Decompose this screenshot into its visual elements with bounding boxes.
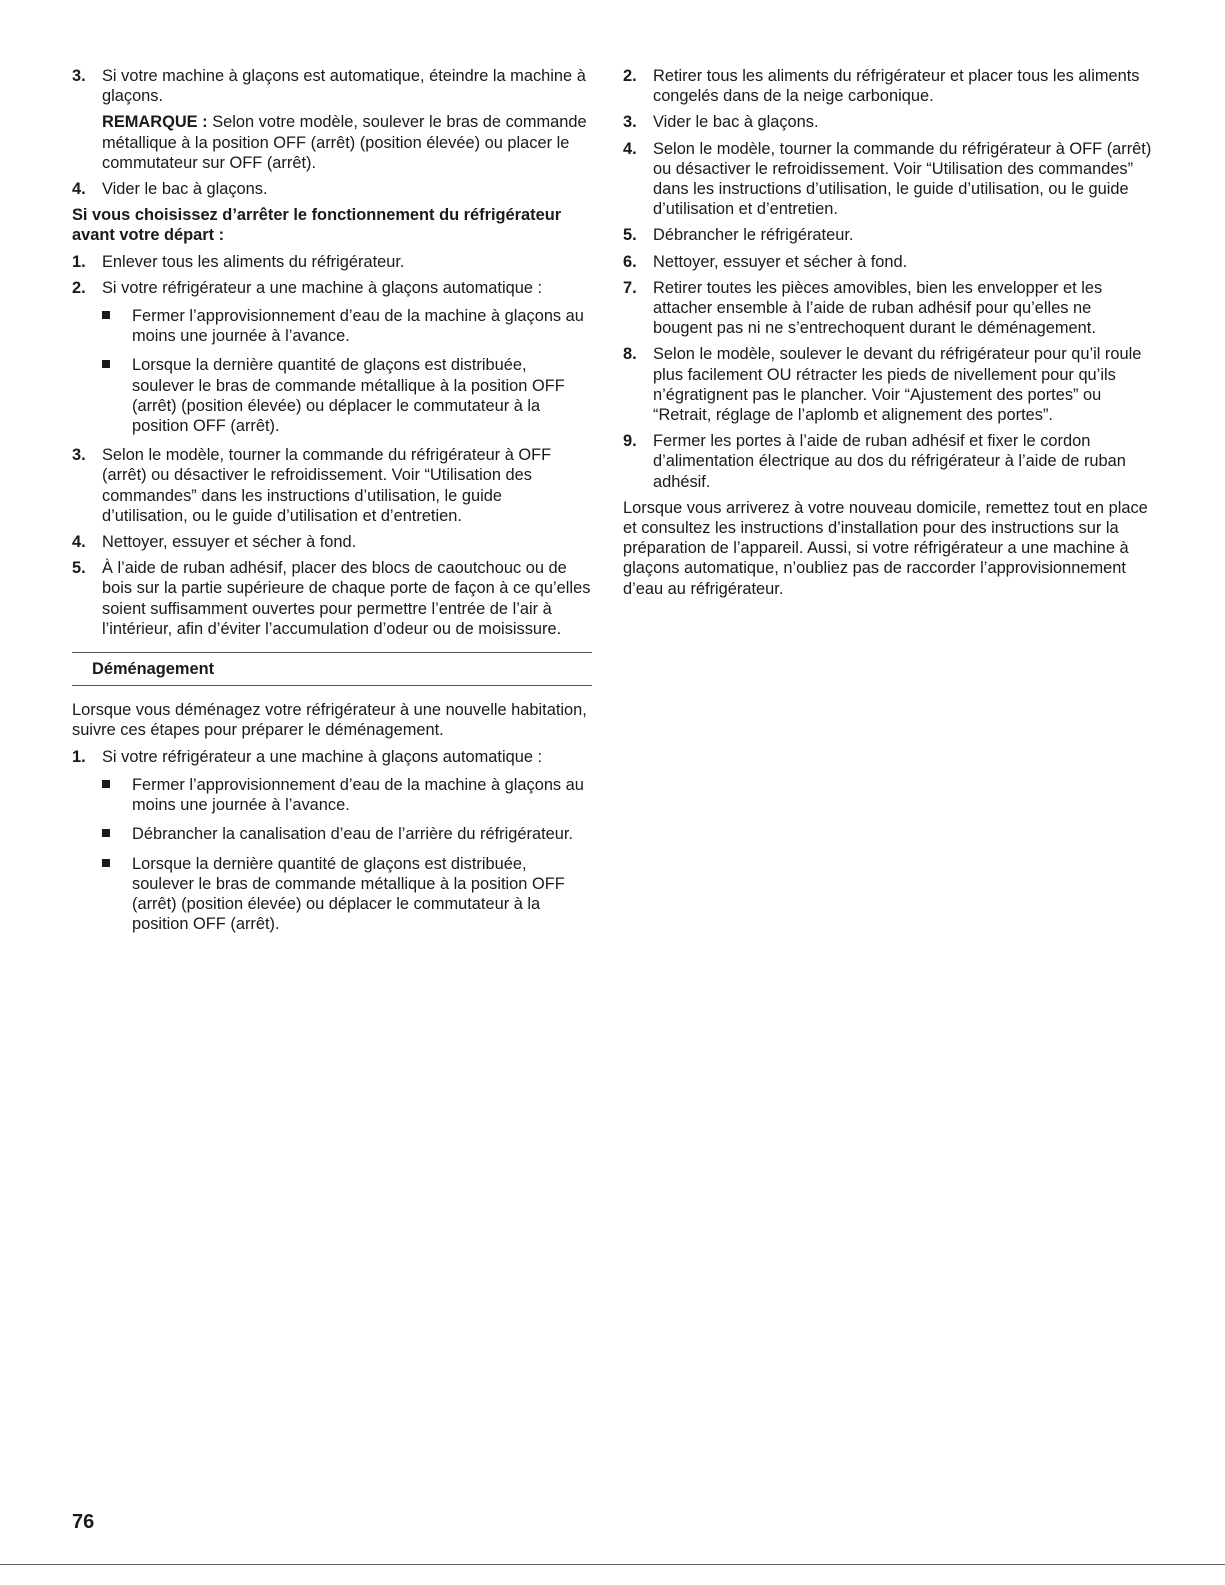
step-text: Nettoyer, essuyer et sécher à fond. — [102, 533, 357, 552]
list-item — [72, 532, 592, 552]
right-column — [623, 66, 1153, 605]
steps-moving-list — [72, 747, 592, 935]
list-item — [623, 225, 1153, 245]
step-text: Si votre réfrigérateur a une machine à glaçons automatique : — [102, 278, 543, 297]
bullet-item — [102, 854, 592, 935]
step-number: 3. — [72, 67, 86, 85]
step-text: Selon le modèle, tourner la commande du réfrigérateur à OFF (arrêt) ou désactiver le refroidissement. Voir “Utilisation des commandes” dans les instructions d’utilisation, le guide d’utilisation, ou le guide d’utilisation et d’entretien. — [102, 446, 552, 525]
list-item — [72, 278, 592, 436]
steps-shutdown-list — [72, 66, 592, 199]
square-bullet-icon — [102, 859, 110, 867]
section-title-moving: Déménagement — [72, 652, 592, 686]
list-item — [623, 252, 1153, 272]
bullet-item — [102, 824, 592, 844]
step-number: 8. — [623, 345, 637, 364]
bullet-text: Débrancher la canalisation d’eau de l’arrière du réfrigérateur. — [132, 825, 573, 844]
bullet-item — [102, 306, 592, 346]
step-text: À l’aide de ruban adhésif, placer des blocs de caoutchouc ou de bois sur la partie supérieure de chaque porte de façon à ce qu’elles soient suffisamment ouvertes pour permettre l’entrée de l’air à l’intérieur, afin d’éviter l’accumulation d’odeur ou de moisissure. — [102, 559, 591, 638]
step-number: 6. — [623, 252, 637, 271]
bullet-text: Fermer l’approvisionnement d’eau de la machine à glaçons au moins une journée à l’avance. — [132, 307, 584, 346]
step-text: Si votre réfrigérateur a une machine à glaçons automatique : — [102, 747, 543, 766]
list-item — [72, 252, 592, 272]
bullet-text: Lorsque la dernière quantité de glaçons est distribuée, soulever le bras de commande métallique à la position OFF (arrêt) (position élevée) ou déplacer le commutateur à la position OFF (arrêt). — [132, 854, 565, 934]
moving-intro: Lorsque vous déménagez votre réfrigérateur à une nouvelle habitation, suivre ces étapes pour préparer le déménagement. — [72, 701, 587, 740]
square-bullet-icon — [102, 780, 110, 788]
list-item — [72, 445, 592, 526]
list-item — [623, 112, 1153, 132]
bullet-list — [102, 306, 592, 436]
step-text: Débrancher le réfrigérateur. — [653, 226, 854, 245]
list-item — [623, 278, 1153, 339]
step-number: 7. — [623, 278, 637, 297]
list-item — [72, 66, 592, 173]
bullet-item — [102, 355, 592, 436]
step-number: 4. — [72, 533, 86, 552]
step-number: 3. — [72, 446, 86, 465]
list-item — [623, 139, 1153, 220]
list-item — [623, 66, 1153, 106]
step-number: 3. — [623, 113, 637, 132]
square-bullet-icon — [102, 311, 110, 319]
step-text: Vider le bac à glaçons. — [653, 113, 819, 132]
step-number: 4. — [623, 139, 637, 158]
list-item — [623, 344, 1153, 425]
list-item — [72, 558, 592, 639]
square-bullet-icon — [102, 360, 110, 368]
step-text: Fermer les portes à l’aide de ruban adhésif et fixer le cordon d’alimentation électrique au dos du réfrigérateur à l’aide de ruban adhésif. — [653, 432, 1126, 491]
left-column — [72, 66, 592, 943]
list-item — [72, 179, 592, 199]
steps-moving-continued-list — [623, 66, 1153, 492]
note-text: Selon votre modèle, soulever le bras de commande métallique à la position OFF (arrêt) (position élevée) ou placer le commutateur sur OFF (arrêt). — [102, 113, 587, 172]
bullet-text: Fermer l’approvisionnement d’eau de la machine à glaçons au moins une journée à l’avance. — [132, 775, 584, 815]
step-text: Retirer toutes les pièces amovibles, bien les envelopper et les attacher ensemble à l’aide de ruban adhésif pour qu’elles ne bougent pas ni ne s’entrechoquent durant le déménagement. — [653, 278, 1103, 338]
page-number: 76 — [72, 1511, 95, 1533]
footer-rule — [0, 1564, 1225, 1565]
step-number: 1. — [72, 747, 86, 766]
bullet-text: Lorsque la dernière quantité de glaçons est distribuée, soulever le bras de commande métallique à la position OFF (arrêt) (position élevée) ou déplacer le commutateur à la position OFF (arrêt). — [132, 356, 565, 436]
step-text: Enlever tous les aliments du réfrigérateur. — [102, 252, 405, 271]
list-item — [623, 431, 1153, 492]
step-number: 5. — [623, 226, 637, 245]
step-number: 5. — [72, 559, 86, 578]
step-number: 1. — [72, 252, 86, 271]
step-text: Vider le bac à glaçons. — [102, 180, 268, 199]
note — [102, 112, 592, 173]
step-number: 4. — [72, 180, 86, 199]
steps-stop-list — [72, 252, 592, 639]
bullet-list — [102, 775, 592, 934]
square-bullet-icon — [102, 829, 110, 837]
step-text: Retirer tous les aliments du réfrigérateur et placer tous les aliments congelés dans de la neige carbonique. — [653, 67, 1140, 106]
note-label: REMARQUE : — [102, 113, 208, 132]
closing-paragraph: Lorsque vous arriverez à votre nouveau domicile, remettez tout en place et consultez les instructions d’installation pour des instructions sur la préparation de l’appareil. Aussi, si votre réfrigérateur a une machine à glaçons automatique, n’oubliez pas de raccorder l’approvisionnement d’eau au réfrigérateur. — [623, 498, 1148, 598]
step-number: 2. — [623, 67, 637, 85]
step-number: 2. — [72, 278, 86, 297]
step-text: Nettoyer, essuyer et sécher à fond. — [653, 252, 908, 271]
step-text: Si votre machine à glaçons est automatique, éteindre la machine à glaçons. — [102, 67, 586, 106]
step-text: Selon le modèle, tourner la commande du réfrigérateur à OFF (arrêt) ou désactiver le refroidissement. Voir “Utilisation des commandes” dans les instructions d’utilisation, le guide d’utilisation, ou le guide d’utilisation et d’entretien. — [653, 139, 1152, 219]
bullet-item — [102, 775, 592, 815]
subheading-stop-operation: Si vous choisissez d’arrêter le fonctionnement du réfrigérateur avant votre départ : — [72, 206, 562, 245]
step-number: 9. — [623, 432, 637, 451]
step-text: Selon le modèle, soulever le devant du réfrigérateur pour qu’il roule plus facilement OU rétracter les pieds de nivellement pour qu’ils n’égratignent pas le plancher. Voir “Ajustement des portes” ou “Retrait, réglage de l’aplomb et alignement des portes”. — [653, 345, 1142, 425]
list-item — [72, 747, 592, 935]
